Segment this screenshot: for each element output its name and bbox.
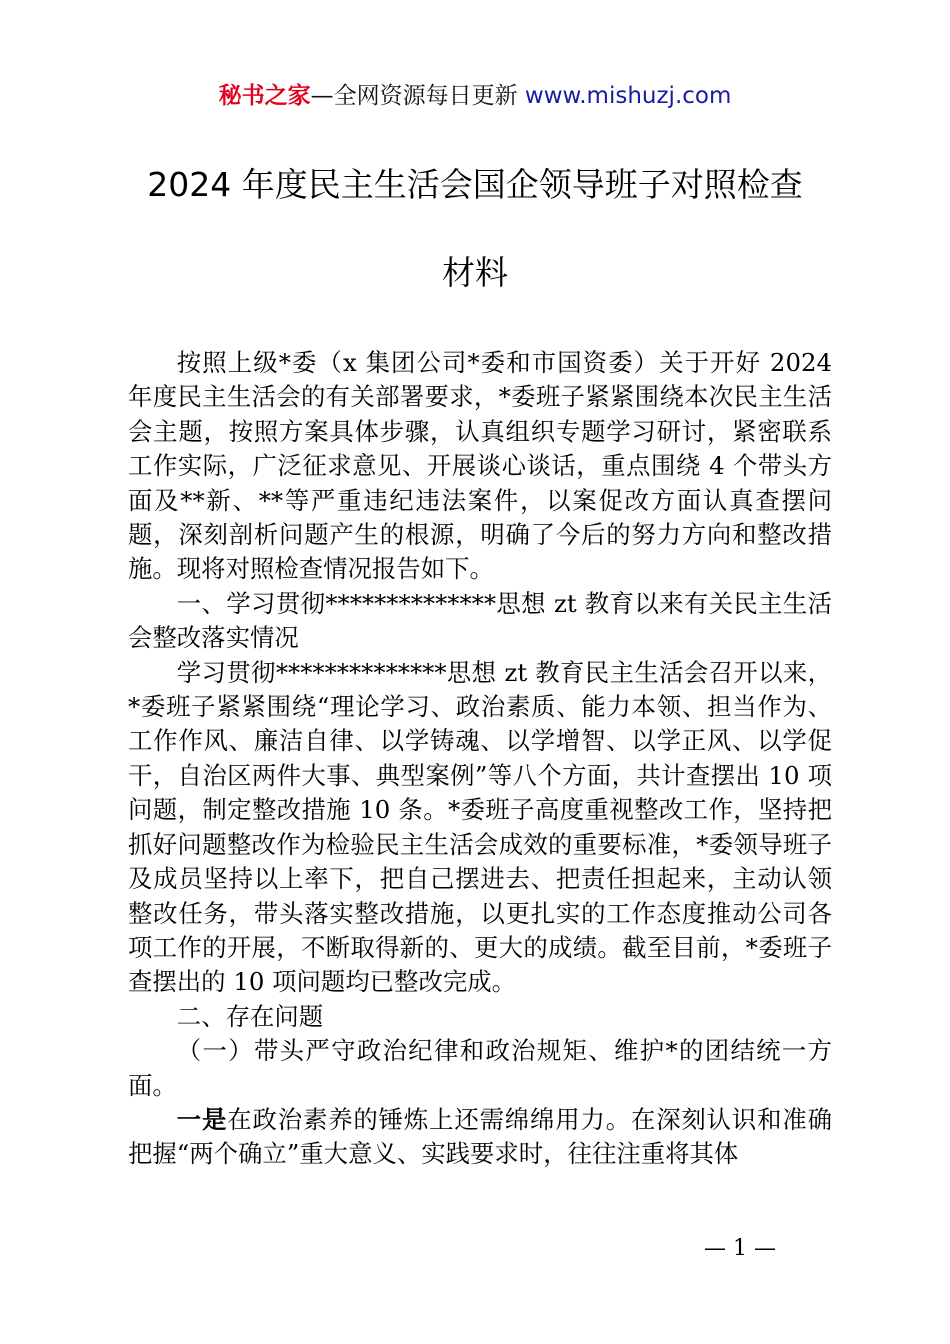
brand-name: 秘书之家 <box>218 83 311 109</box>
section-1-paragraph: 学习贯彻**************思想 zt 教育民主生活会召开以来，*委班子紧紧围绕“理论学习、政治素质、能力本领、担当作为、工作作风、廉洁自律、以学铸魂、以学增智、以学正风、以学促干，自治区两件大事、典型案例”等八个方面，共计查摆出 10 项问题，制定整改措施 10 条。*委班子高度重视整改工作，坚持把抓好问题整改作为检验民主生活会成效的重要标准，*委领导班子及成员坚持以上率下，把自己摆进去、把责任担起来，主动认领整改任务，带头落实整改措施，以更扎实的工作态度推动公司各项工作的开展，不断取得新的、更大的成绩。截至目前，*委班子查摆出的 10 项问题均已整改完成。 <box>128 657 832 997</box>
section-heading-1: 一、学习贯彻**************思想 zt 教育以来有关民主生活会整改落实情况 <box>128 588 832 653</box>
document-title <box>100 162 850 296</box>
header-banner <box>0 80 950 112</box>
title-line-1: 2024 年度民主生活会国企领导班子对照检查 <box>147 165 803 204</box>
document-body <box>128 346 832 1172</box>
subsection-heading-1: （一）带头严守政治纪律和政治规矩、维护*的团结统一方面。 <box>128 1036 832 1100</box>
title-line-2: 材料 <box>442 253 508 292</box>
point-lead: 一是 <box>176 1104 228 1134</box>
section-heading-2: 二、存在问题 <box>176 1001 324 1031</box>
point-paragraph-1 <box>128 1103 832 1172</box>
page-number: — 1 — <box>704 1236 776 1261</box>
point-text: 在政治素养的锤炼上还需绵绵用力。在深刻认识和准确把握“两个确立”重大意义、实践要求时，往往注重将其体 <box>128 1104 832 1169</box>
website-link[interactable]: www.mishuzj.com <box>524 83 732 109</box>
intro-paragraph: 按照上级*委（x 集团公司*委和市国资委）关于开好 2024 年度民主生活会的有关部署要求，*委班子紧紧围绕本次民主生活会主题，按照方案具体步骤，认真组织专题学习研讨，紧密联系工作实际，广泛征求意见、开展谈心谈话，重点围绕 4 个带头方面及**新、**等严重违纪违法案件，以案促改方面认真查摆问题，深刻剖析问题产生的根源，明确了今后的努力方向和整改措施。现将对照检查情况报告如下。 <box>128 348 832 584</box>
header-slogan: —全网资源每日更新 <box>310 83 525 109</box>
